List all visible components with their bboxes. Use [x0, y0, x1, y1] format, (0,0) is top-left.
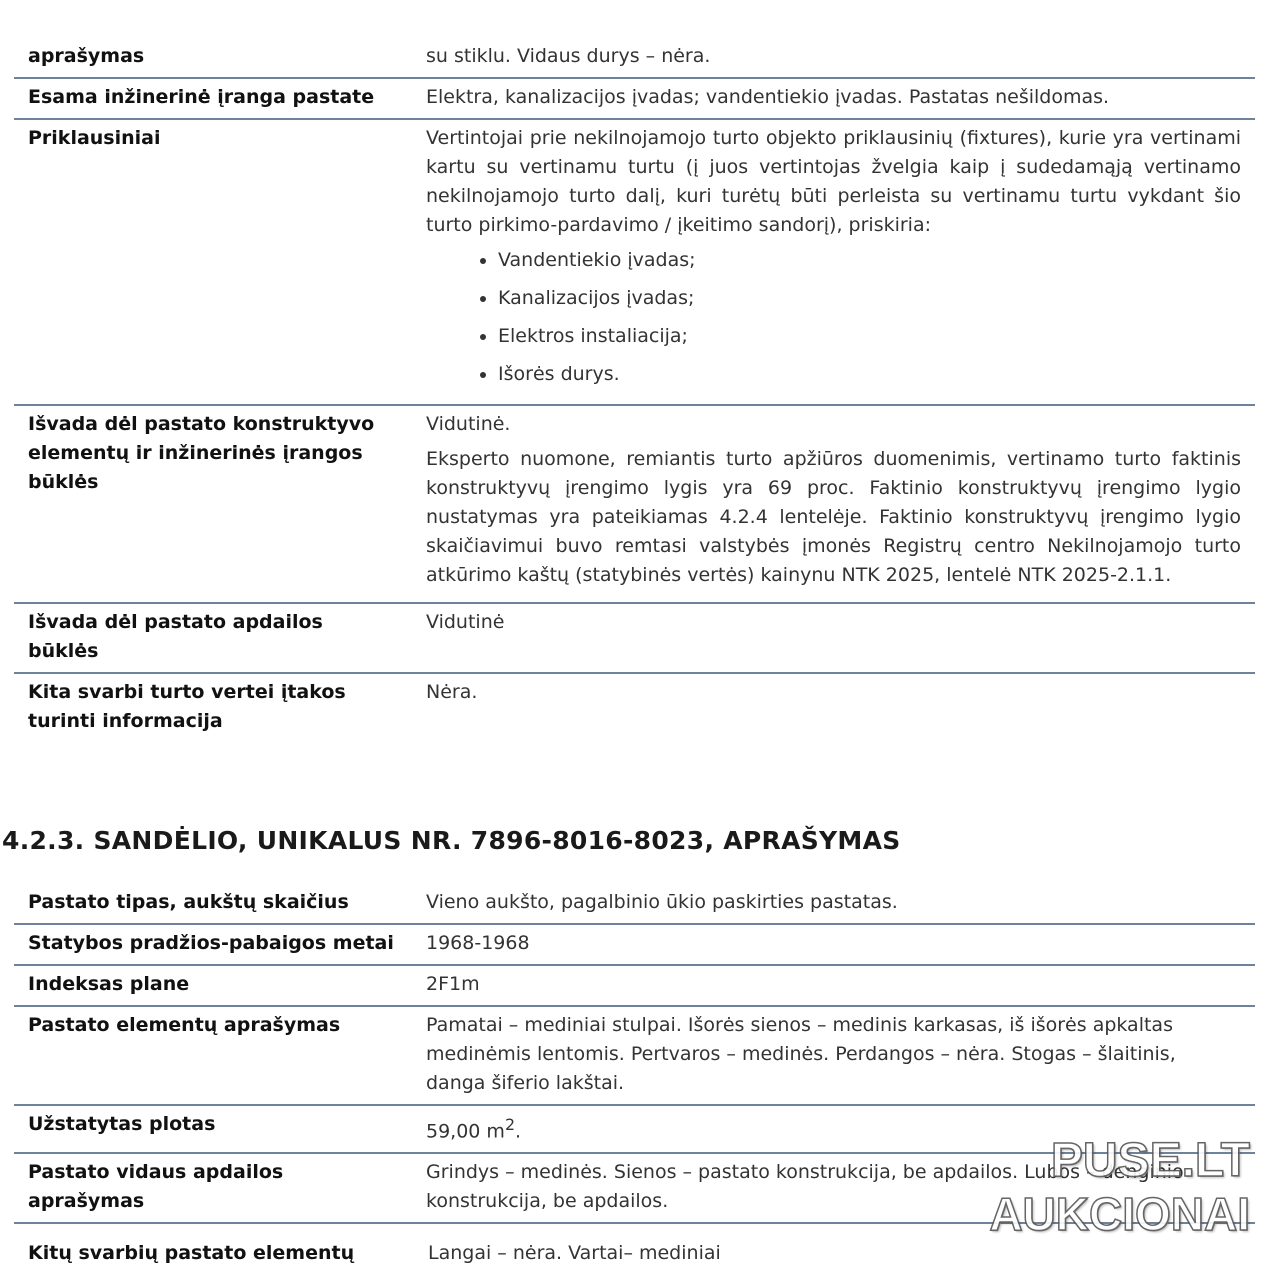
- list-item: • Vandentiekio įvadas;: [498, 246, 1241, 275]
- section-heading: 4.2.3. SANDĖLIO, UNIKALUS NR. 7896-8016-8023, APRAŠYMAS: [2, 826, 901, 855]
- row-value: [412, 119, 1255, 405]
- row-value: Nėra.: [426, 681, 478, 703]
- row-label: Pastato vidaus apdailos aprašymas: [14, 1153, 412, 1223]
- table-row: [14, 603, 1255, 673]
- list-item: • Kanalizacijos įvadas;: [498, 284, 1241, 313]
- list-item: • Išorės durys.: [498, 360, 1241, 389]
- row-label: Pastato tipas, aukštų skaičius: [14, 884, 412, 924]
- row-value: Elektra, kanalizacijos įvadas; vandentiekio įvadas. Pastatas nešildomas.: [412, 78, 1255, 119]
- table-row: [14, 119, 1255, 405]
- property-description-table: [14, 38, 1255, 742]
- expert-opinion: Eksperto nuomone, remiantis turto apžiūros duomenimis, vertinamo turto faktinis konstruktyvų įrengimo lygis yra 69 proc. Faktinio konstruktyvų įrengimo lygio nustatymas yra pateikiamas 4.2.4 lentelėje. Faktinio konstruktyvų įrengimo lygio skaičiavimui buvo remtasi valstybės įmonės Registrų centro Nekilnojamojo turto atkūrimo kaštų (statybinės vertės) kainynu NTK 2025, lentelė NTK 2025-2.1.1.: [426, 448, 1241, 586]
- condition-rating: Vidutinė.: [426, 413, 511, 435]
- row-label: Kita svarbi turto vertei įtakos turinti informacija: [28, 681, 346, 732]
- row-value: su stiklu. Vidaus durys – nėra.: [412, 38, 1255, 78]
- row-label: Priklausiniai: [14, 119, 412, 405]
- row-label: Esama inžinerinė įranga pastate: [14, 78, 412, 119]
- area-value: 59,00 m: [426, 1120, 505, 1143]
- watermark-line-2: AUKCIONAI: [989, 1188, 1250, 1240]
- area-suffix: .: [515, 1120, 522, 1143]
- row-value: Pamatai – mediniai stulpai. Išorės sienos – medinis karkasas, iš išorės apkaltas medinėmis lentomis. Pertvaros – medinės. Perdangos – nėra. Stogas – šlaitinis, danga šiferio lakštai.: [412, 1006, 1255, 1105]
- table-row: [14, 38, 1255, 78]
- row-label: Užstatytas plotas: [14, 1105, 412, 1153]
- row-label: Kitų svarbių pastato elementų: [28, 1242, 355, 1263]
- area-unit-exponent: 2: [504, 1115, 516, 1134]
- table-row: [14, 884, 1255, 924]
- row-label: Statybos pradžios-pabaigos metai: [14, 924, 412, 965]
- row-value: Vidutinė: [412, 603, 1255, 673]
- table-row: [14, 78, 1255, 119]
- row-value: 1968-1968: [412, 924, 1255, 965]
- row-label: Išvada dėl pastato konstruktyvo elementų ir inžinerinės įrangos būklės: [14, 405, 412, 603]
- watermark-line-1: PUSE.LT: [1050, 1134, 1250, 1187]
- table-row: [14, 405, 1255, 603]
- fixtures-intro: Vertintojai prie nekilnojamojo turto objekto priklausinių (fixtures), kurie yra vertinami kartu su vertinamu turtu (į juos vertintojas žvelgia kaip į sudedamąją vertinamo nekilnojamojo turto dalį, kuri turėtų būti perleista su vertinamu turtu vykdant šio turto pirkimo-pardavimo / įkeitimo sandorį), priskiria:: [426, 127, 1241, 236]
- row-label: Pastato elementų aprašymas: [14, 1006, 412, 1105]
- row-label: Išvada dėl pastato apdailos būklės: [14, 603, 412, 673]
- row-value: Langai – nėra. Vartai– mediniai: [428, 1242, 721, 1263]
- row-value: [412, 405, 1255, 603]
- row-label: Indeksas plane: [14, 965, 412, 1006]
- table-row: [14, 1006, 1255, 1105]
- table-row: [14, 924, 1255, 965]
- partial-table-row: [0, 1236, 1280, 1263]
- row-label: aprašymas: [14, 38, 412, 78]
- table-row: [14, 965, 1255, 1006]
- row-value: 2F1m: [412, 965, 1255, 1006]
- table-row: [14, 673, 1255, 742]
- fixtures-list: [426, 246, 1241, 389]
- list-item: • Elektros instaliacija;: [498, 322, 1241, 351]
- row-value: Vieno aukšto, pagalbinio ūkio paskirties pastatas.: [412, 884, 1255, 924]
- row-value: Grindys – medinės. Sienos – pastato konstrukcija, be apdailos. Lubos – denginio konstrukcija, be apdailos.: [412, 1153, 1255, 1223]
